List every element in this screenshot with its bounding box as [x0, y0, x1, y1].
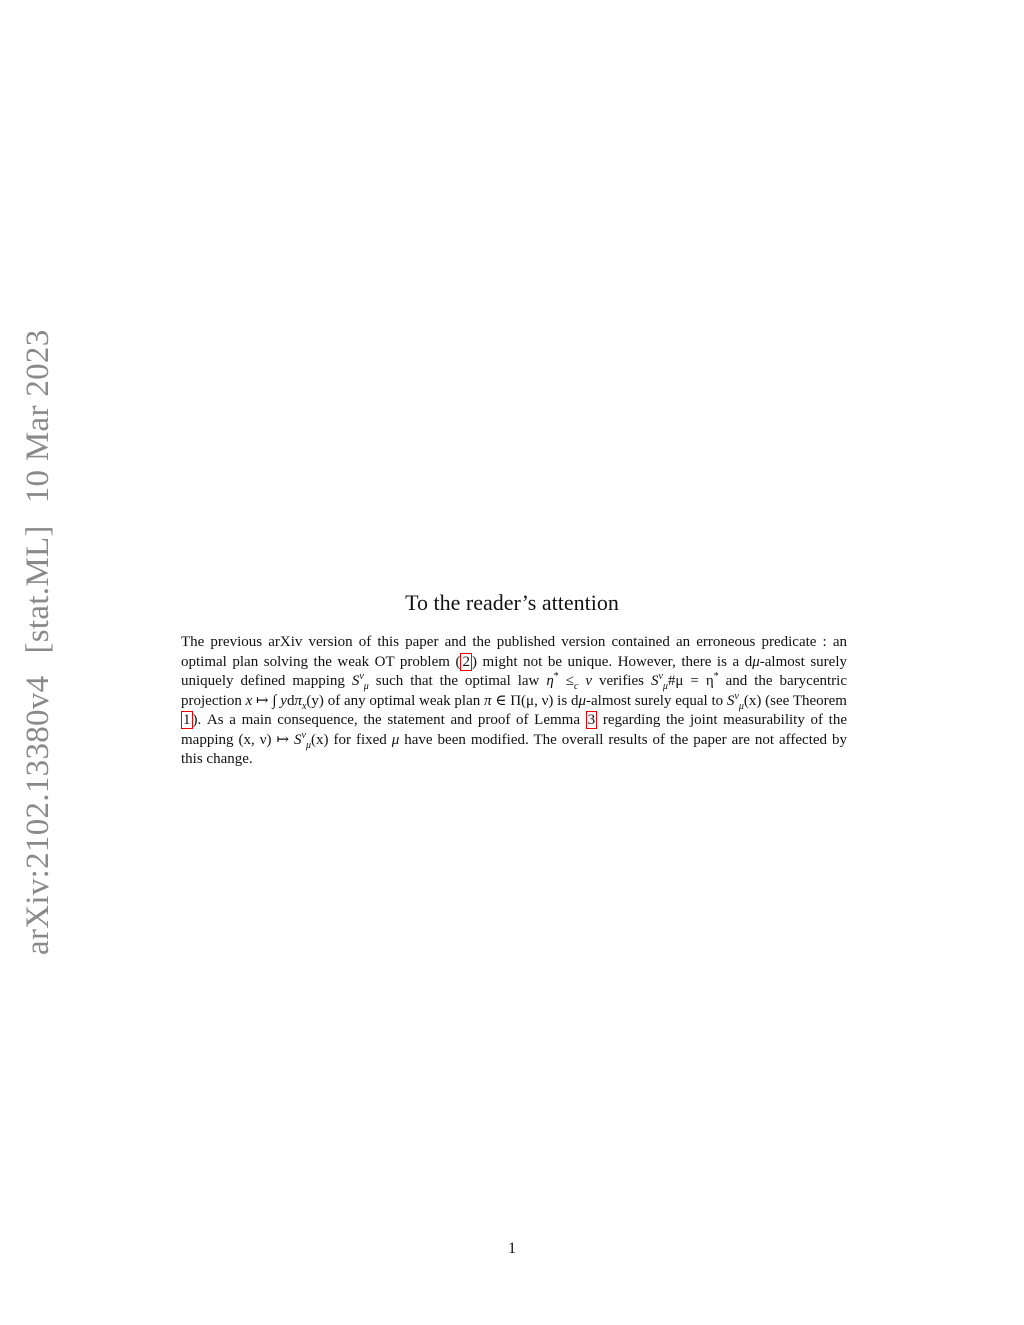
note-paragraph: The previous arXiv version of this paper and the published version contained an erroneous predicate : an optimal plan solving the weak OT problem ( 2 ) might not be unique. However, there is a dμ-almost surely uniquely defined mapping $S^\nu_\mu$ such that the optimal law $\eta^* \le_c$ ν verifies $S^\nu_\mu\#\mu = \eta^*$ and the barycentric projection x ↦ ∫ ydπ$_x$(y) of any optimal weak plan π ∈ Π(μ, ν) is dμ-almost surely equal to $S^\nu_\mu(x)$ (see Theorem 1 ). As a main consequence, the statement and proof of Lemma 3 regarding the joint measurability of the mapping (x, ν) ↦ $S^\nu_\mu(x)$ for fixed μ have been modified. The overall results of the paper are not affected by this change.	[181, 634, 848, 767]
note-title: To the reader’s attention	[405, 590, 619, 615]
arxiv-side-stamp	[20, 329, 57, 955]
arxiv-id: arXiv:2102.13380v4	[20, 675, 56, 955]
theorem-ref-link[interactable]: 1	[183, 712, 191, 728]
equation-ref-link[interactable]: 2	[462, 653, 470, 670]
page-number: 1	[508, 1240, 516, 1257]
arxiv-date: 10 Mar 2023	[20, 329, 56, 504]
lemma-ref-link[interactable]: 3	[587, 712, 596, 728]
arxiv-category: [stat.ML]	[20, 525, 56, 654]
